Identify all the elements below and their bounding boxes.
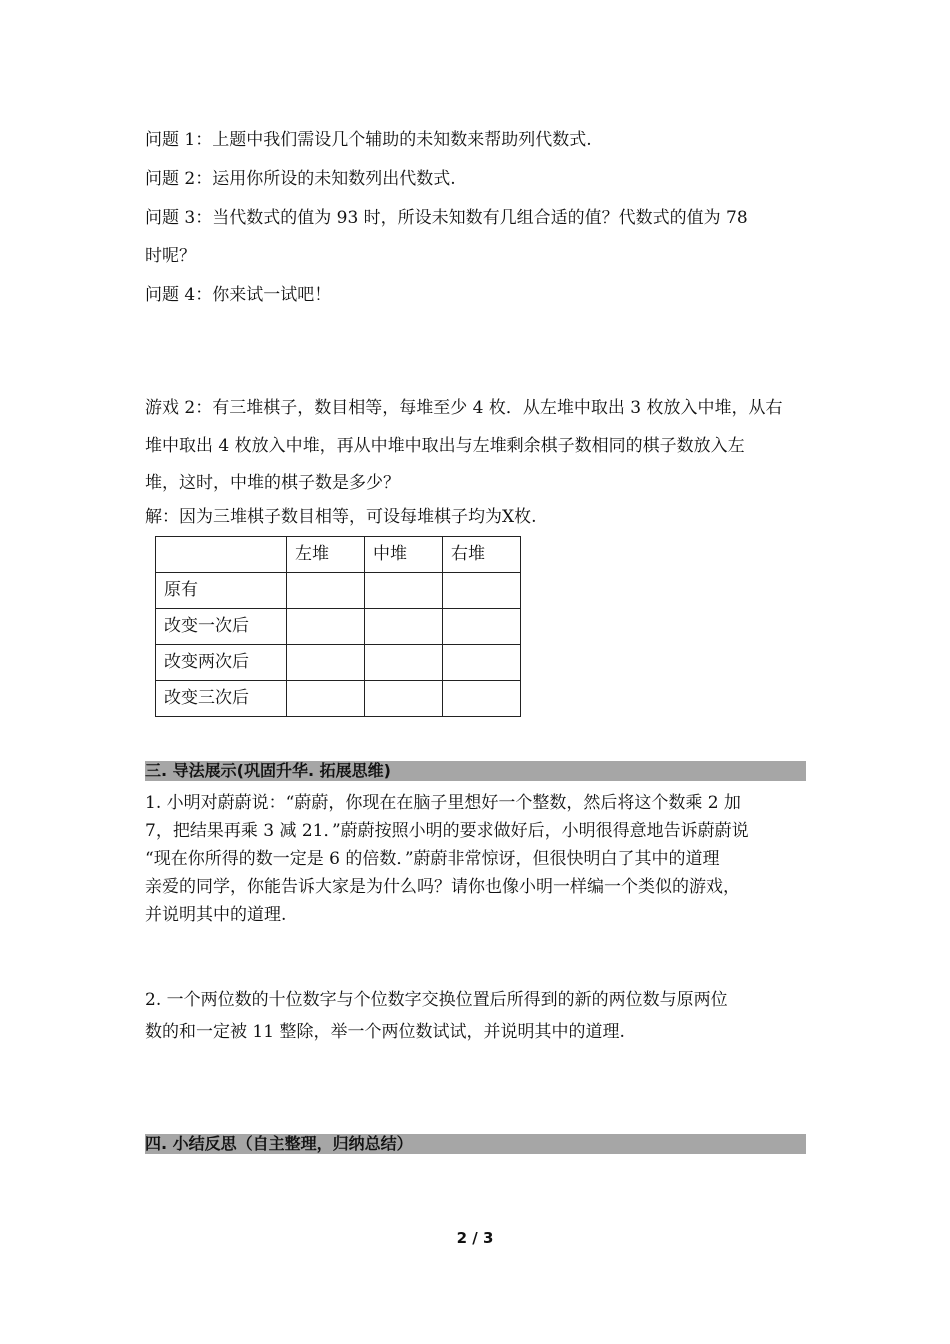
table-header-cell: 中堆: [365, 537, 443, 573]
table-cell: [365, 645, 443, 681]
table-header-row: [156, 537, 521, 573]
table-cell: [365, 573, 443, 609]
table-row: [156, 573, 521, 609]
table-header-cell: [156, 537, 287, 573]
section-3-heading: 三. 导法展示(巩固升华. 拓展思维): [145, 761, 806, 781]
table-cell: [287, 681, 365, 717]
section3-q1-line-4: 亲爱的同学，你能告诉大家是为什么吗？请你也像小明一样编一个类似的游戏，: [145, 877, 740, 897]
question-1: 问题 1：上题中我们需设几个辅助的未知数来帮助列代数式.: [145, 130, 592, 150]
game2-line-1: 游戏 2：有三堆棋子，数目相等，每堆至少 4 枚．从左堆中取出 3 枚放入中堆，从右: [145, 398, 783, 418]
table-cell: [365, 609, 443, 645]
table-row: [156, 681, 521, 717]
question-3-continued: 时呢？: [145, 246, 196, 266]
question-3: 问题 3：当代数式的值为 93 时，所设未知数有几组合适的值？代数式的值为 78: [145, 208, 748, 228]
table-cell: [443, 645, 521, 681]
table-row: [156, 645, 521, 681]
page-number: 2 / 3: [456, 1229, 494, 1247]
game2-line-2: 堆中取出 4 枚放入中堆，再从中堆中取出与左堆剩余棋子数相同的棋子数放入左: [145, 436, 745, 456]
section3-q2-line-2: 数的和一定被 11 整除，举一个两位数试试，并说明其中的道理.: [145, 1022, 625, 1042]
table-row-label: 原有: [156, 573, 287, 609]
section-4-heading: 四. 小结反思（自主整理，归纳总结）: [145, 1134, 806, 1154]
table-cell: [287, 645, 365, 681]
table-header-cell: 右堆: [443, 537, 521, 573]
table-row-label: 改变三次后: [156, 681, 287, 717]
table-row-label: 改变两次后: [156, 645, 287, 681]
game2-solution: 解：因为三堆棋子数目相等，可设每堆棋子均为X枚.: [145, 507, 537, 527]
question-2: 问题 2：运用你所设的未知数列出代数式.: [145, 169, 456, 189]
table-cell: [365, 681, 443, 717]
table-cell: [287, 573, 365, 609]
section3-q1-line-3: “现在你所得的数一定是 6 的倍数．”蔚蔚非常惊讶，但很快明白了其中的道理: [145, 849, 720, 869]
game2-line-3: 堆，这时，中堆的棋子数是多少？: [145, 473, 400, 493]
section3-q1-line-5: 并说明其中的道理.: [145, 905, 287, 925]
question-4: 问题 4：你来试一试吧！: [145, 285, 332, 305]
section3-q2-line-1: 2. 一个两位数的十位数字与个位数字交换位置后所得到的新的两位数与原两位: [145, 990, 728, 1010]
table-cell: [287, 609, 365, 645]
table-cell: [443, 609, 521, 645]
section3-q1-line-1: 1. 小明对蔚蔚说：“蔚蔚，你现在在脑子里想好一个整数，然后将这个数乘 2 加: [145, 793, 741, 813]
pile-table: [155, 536, 521, 717]
table-row: [156, 609, 521, 645]
table-cell: [443, 573, 521, 609]
section3-q1-line-2: 7，把结果再乘 3 减 21．”蔚蔚按照小明的要求做好后，小明很得意地告诉蔚蔚说: [145, 821, 749, 841]
table-cell: [443, 681, 521, 717]
table-row-label: 改变一次后: [156, 609, 287, 645]
table-header-cell: 左堆: [287, 537, 365, 573]
